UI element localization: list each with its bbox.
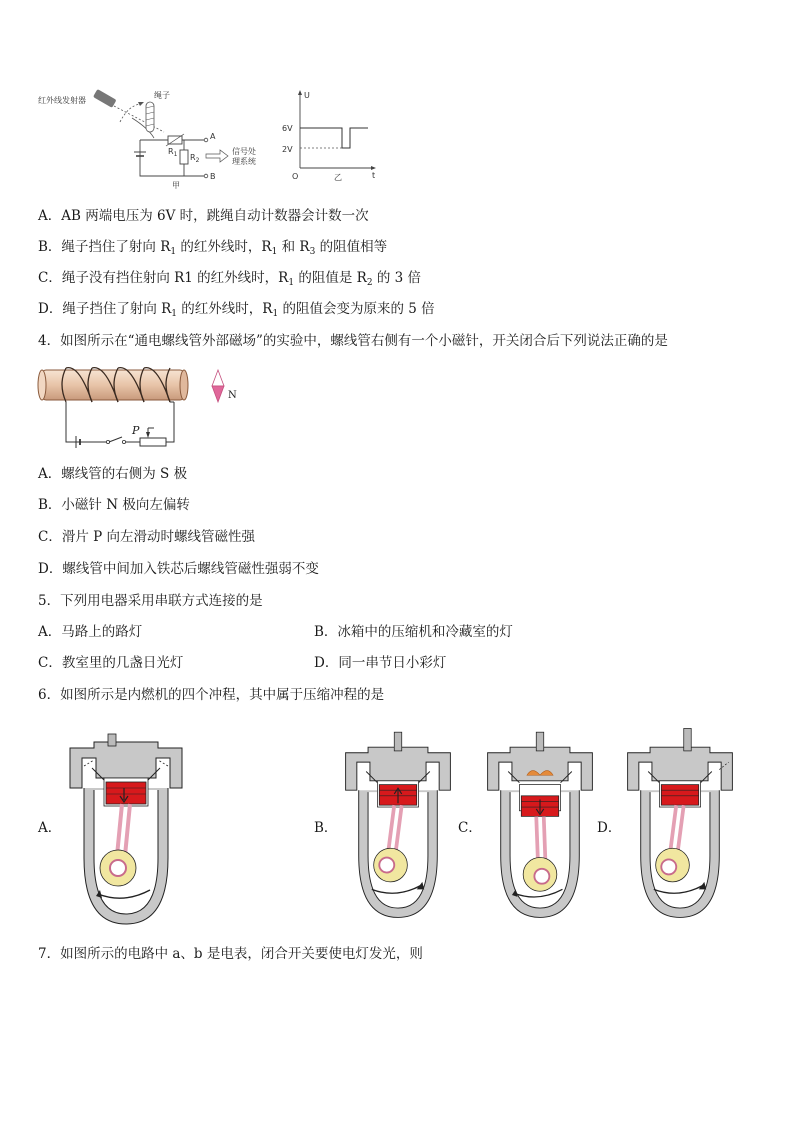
- q5-option-b[interactable]: B．冰箱中的压缩机和冷藏室的灯: [314, 624, 513, 640]
- graph-origin-label: O: [292, 172, 299, 181]
- q4-solenoid-figure: [36, 362, 246, 450]
- node-a-label: A: [210, 132, 216, 141]
- q6-label-a[interactable]: A．: [38, 820, 62, 836]
- q4-option-c[interactable]: C．滑片 P 向左滑动时螺线管磁性强: [38, 529, 255, 545]
- q6-label-b[interactable]: B．: [314, 820, 338, 836]
- engine-diagram-c: [482, 718, 598, 926]
- rheostat: [140, 438, 166, 446]
- compass-needle-top: [212, 370, 224, 386]
- engine-d-piston: [661, 785, 698, 806]
- r1-label: $R_1$: [168, 147, 178, 158]
- signal-label-1: 信号处: [232, 147, 256, 156]
- node-b-label: B: [210, 172, 216, 181]
- graph-u-label: U: [304, 91, 310, 100]
- engine-diagram-a: [64, 718, 188, 926]
- q5-option-c[interactable]: C．教室里的几盏日光灯: [38, 655, 184, 671]
- q3-option-c[interactable]: C．绳子没有挡住射向 R1 的红外线时，$R_1$ 的阻值是 $R_2$ 的 3 倍: [38, 270, 422, 288]
- q4-option-a[interactable]: A．螺线管的右侧为 S 极: [38, 466, 188, 482]
- q4-option-b[interactable]: B．小磁针 N 极向左偏转: [38, 497, 190, 513]
- q6-label-d[interactable]: D．: [597, 820, 622, 836]
- q4-option-d[interactable]: D．螺线管中间加入铁芯后螺线管磁性强弱不变: [38, 561, 319, 577]
- engine-diagram-b: [340, 718, 456, 926]
- compass-n-label: N: [228, 390, 237, 401]
- q7-stem: 7．如图所示的电路中 a、b 是电表，闭合开关要使电灯发光，则: [38, 946, 423, 962]
- q5-stem: 5．下列用电器采用串联方式连接的是: [38, 593, 263, 609]
- r2-resistor: [180, 150, 188, 164]
- fig-a-caption: 甲: [172, 181, 180, 190]
- q3-option-d[interactable]: D．绳子挡住了射向 $R_1$ 的红外线时，$R_1$ 的阻值会变为原来的 5 倍: [38, 301, 435, 319]
- rope-label: 绳子: [154, 91, 170, 100]
- graph-t-label: t: [372, 171, 376, 180]
- q5-option-a[interactable]: A．马路上的路灯: [38, 624, 143, 640]
- engine-diagram-d: [622, 718, 738, 926]
- compass-needle-bottom: [212, 386, 224, 402]
- slider-p-label: P: [132, 424, 140, 437]
- q3-voltage-graph: [284, 88, 380, 184]
- q4-stem: 4．如图所示在“通电螺线管外部磁场”的实验中，螺线管右侧有一个小磁针，开关闭合后下列说法正确的是: [38, 333, 668, 349]
- fig-b-caption: 乙: [334, 173, 342, 182]
- r2-label: $R_2$: [190, 153, 200, 164]
- signal-label-2: 理系统: [232, 157, 256, 166]
- emitter-label: 红外线发射器: [38, 96, 86, 105]
- emitter-device: [93, 89, 117, 108]
- q5-option-d[interactable]: D．同一串节日小彩灯: [314, 655, 447, 671]
- q3-option-b[interactable]: B．绳子挡住了射向 $R_1$ 的红外线时，$R_1$ 和 $R_3$ 的阻值相等: [38, 239, 388, 257]
- q6-label-c[interactable]: C．: [458, 820, 482, 836]
- q3-option-a[interactable]: A．AB 两端电压为 6V 时，跳绳自动计数器会计数一次: [38, 208, 369, 224]
- q6-stem: 6．如图所示是内燃机的四个冲程，其中属于压缩冲程的是: [38, 687, 385, 703]
- graph-6v-tick: 6V: [282, 124, 293, 133]
- graph-voltage-line: [300, 128, 368, 148]
- graph-2v-tick: 2V: [282, 145, 293, 154]
- engine-a-piston: [106, 782, 146, 804]
- q3-circuit-figure: [36, 84, 276, 192]
